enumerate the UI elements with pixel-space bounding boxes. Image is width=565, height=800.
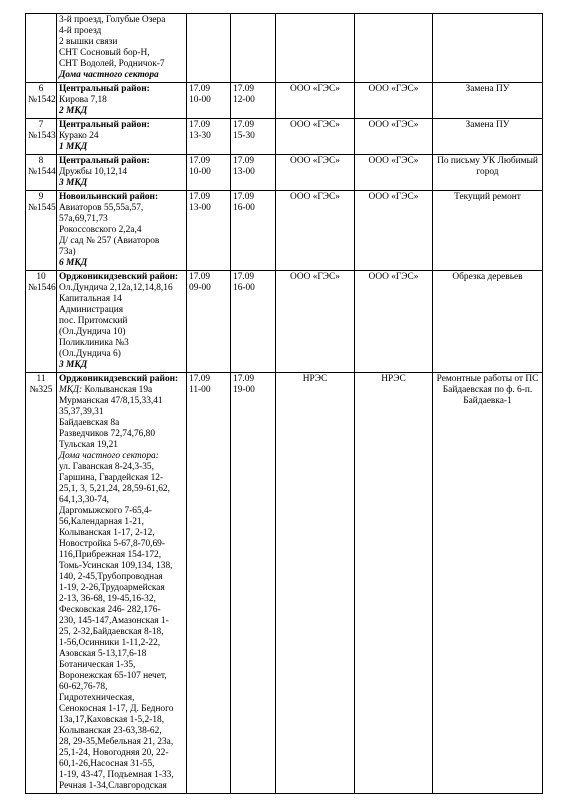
end-time: 16-00 — [233, 283, 255, 293]
request-number: №1543 — [28, 131, 56, 141]
row-number: 8 — [38, 156, 44, 166]
work-type: Ремонтные работы от ПС Байдаевская по ф. 6-п. Байдаевка-1 — [436, 374, 541, 406]
table-row — [26, 191, 543, 271]
address-line: СНТ Сосновый бор-Н, — [59, 48, 150, 58]
org-cell — [355, 191, 433, 271]
responsible-org: ООО «ГЭС» — [290, 120, 340, 130]
end-time: 19-00 — [233, 385, 255, 395]
org-cell — [276, 83, 355, 119]
work-cell — [433, 155, 543, 191]
address-line: Байдаевская 8а — [59, 418, 120, 428]
address-line: 1-19, 43-47, Подъемная 1-33, — [59, 770, 174, 780]
end-time: 16-00 — [233, 203, 255, 213]
building-count: 3 МКД — [59, 178, 88, 188]
start-date: 17.09 — [189, 374, 211, 384]
end-date: 17.09 — [233, 272, 255, 282]
executing-org: НРЭС — [381, 374, 406, 384]
end-time: 15-30 — [233, 131, 255, 141]
responsible-org: ООО «ГЭС» — [290, 84, 340, 94]
building-count: 1 МКД — [59, 142, 88, 152]
end-date: 17.09 — [233, 84, 255, 94]
row-number-cell — [26, 191, 57, 271]
start-date: 17.09 — [189, 192, 211, 202]
address-line: Ол.Дундича 2,12а,12,14,8,16 — [59, 283, 173, 293]
work-type: Текущий ремонт — [454, 192, 521, 202]
address-line: Томь-Усинская 109,134, 138, — [59, 561, 173, 571]
address-line: 25,1, 3, 5,21,24, 28,59-61,62, — [59, 484, 170, 494]
end-cell — [231, 83, 276, 119]
address-line: Капитальная 14 — [59, 294, 122, 304]
org-cell — [355, 119, 433, 155]
address-line: Азовская 5-13,17,6-18 — [59, 649, 147, 659]
address-line: (Ол.Дундича 10) — [59, 327, 126, 337]
org-cell — [355, 271, 433, 373]
start-date: 17.09 — [189, 84, 211, 94]
start-cell — [187, 119, 231, 155]
work-type: По письму УК Любимый город — [437, 156, 541, 177]
start-time: 10-00 — [189, 95, 211, 105]
address-line: Даргомыжского 7-65,4- — [59, 506, 152, 516]
row-number-cell — [26, 83, 57, 119]
address-line: 116,Прибрежная 154-172, — [59, 550, 162, 560]
private-sector-list — [59, 462, 184, 792]
org-cell — [276, 14, 355, 83]
address-line: Гидротехническая, — [59, 693, 135, 703]
building-count: 6 МКД — [59, 258, 88, 268]
address-line: Колыванская 23-63,38-62, — [59, 726, 162, 736]
work-type: Замена ПУ — [465, 120, 510, 130]
address-cell — [57, 119, 187, 155]
responsible-org: НРЭС — [302, 374, 328, 384]
address-line: 230, 145-147,Амазонская 1- — [59, 616, 169, 626]
address-line: Курако 24 — [59, 131, 99, 141]
responsible-org: ООО «ГЭС» — [290, 272, 340, 282]
start-cell — [187, 155, 231, 191]
address-line: 73а) — [59, 247, 76, 257]
table-row — [26, 271, 543, 373]
work-cell — [433, 83, 543, 119]
address-line: Сенокосная 1-17, Д. Бедного — [59, 704, 174, 714]
address-line: 13а,17,Каховская 1-5,2-18, — [59, 715, 165, 725]
start-cell — [187, 373, 231, 794]
row-number: 6 — [38, 84, 44, 94]
executing-org: ООО «ГЭС» — [368, 84, 419, 94]
row-number-cell — [26, 373, 57, 794]
work-cell — [433, 119, 543, 155]
work-cell — [433, 373, 543, 794]
org-cell — [276, 155, 355, 191]
address-line: Администрация — [59, 305, 124, 315]
org-cell — [355, 14, 433, 83]
address-line: Кирова 7,18 — [59, 95, 107, 105]
start-cell — [187, 14, 231, 83]
address-line: 3-й проезд, Голубые Озера — [59, 15, 166, 25]
executing-org: ООО «ГЭС» — [368, 120, 419, 130]
row-number-cell — [26, 155, 57, 191]
address-line: пос. Притомский — [59, 316, 128, 326]
table-row — [26, 119, 543, 155]
end-cell — [231, 191, 276, 271]
district-name: Центральный район: — [59, 120, 150, 130]
end-cell — [231, 271, 276, 373]
address-line: 4-й проезд — [59, 26, 102, 36]
row-number: 7 — [38, 120, 44, 130]
address-line: Гаршина, Гвардейская 12- — [59, 473, 164, 483]
work-type: Обрезка деревьев — [452, 272, 523, 282]
address-line: Ботаническая 1-35, — [59, 660, 136, 670]
address-line: 64,1,3,30-74, — [59, 495, 109, 505]
end-date: 17.09 — [233, 120, 255, 130]
address-line: ул. Гаванская 8-24,3-35, — [59, 462, 154, 472]
end-cell — [231, 119, 276, 155]
request-number: №325 — [29, 385, 53, 395]
start-time: 13-00 — [189, 203, 211, 213]
responsible-org: ООО «ГЭС» — [290, 156, 340, 166]
start-date: 17.09 — [189, 156, 211, 166]
address-cell — [57, 83, 187, 119]
district-name: Новоильинский район: — [59, 192, 159, 202]
row-number-cell — [26, 119, 57, 155]
end-cell — [231, 14, 276, 83]
district-name: Центральный район: — [59, 84, 150, 94]
start-time: 09-00 — [189, 283, 211, 293]
address-line: 1-56,Осинники 1-11,2-22, — [59, 638, 161, 648]
address-line: Новостройка 5-67,8-70,69- — [59, 539, 165, 549]
address-line: 60,1-26,Насосная 31-55, — [59, 759, 155, 769]
end-time: 13-00 — [233, 167, 255, 177]
address-line: 1-19, 2-26,Трудоармейская — [59, 583, 165, 593]
org-cell — [276, 119, 355, 155]
address-line: Воронежская 65-107 нечет, — [59, 671, 167, 681]
row-number: 10 — [36, 272, 46, 282]
responsible-org: ООО «ГЭС» — [290, 192, 340, 202]
executing-org: ООО «ГЭС» — [368, 192, 419, 202]
address-line: 60-62,76-78, — [59, 682, 108, 692]
address-line: Д/ сад № 257 (Авиаторов — [59, 236, 160, 246]
address-line: Авиаторов 55,55а,57, — [59, 203, 144, 213]
address-line: Рокоссовского 2,2а,4 — [59, 225, 142, 235]
row-number: 11 — [36, 374, 46, 384]
row-number-cell — [26, 271, 57, 373]
private-sector-label: Дома частного сектора: — [59, 451, 159, 461]
address-line: 140, 2-45,Трубопроводная — [59, 572, 163, 582]
address-line: 25, 2-32,Байдаевская 8-18, — [59, 627, 164, 637]
table-row — [26, 83, 543, 119]
address-line: 57а,69,71,73 — [59, 214, 108, 224]
request-number: №1546 — [28, 283, 56, 293]
work-type: Замена ПУ — [465, 84, 510, 94]
address-line: Фесковская 246- 282,176- — [59, 605, 161, 615]
end-date: 17.09 — [233, 192, 255, 202]
building-count: 2 МКД — [59, 106, 88, 116]
address-line: Речная 1-34,Славгородская — [59, 781, 167, 791]
table-row — [26, 373, 543, 794]
work-cell — [433, 271, 543, 373]
address-line: Мурманская 47/8,15,33,41 — [59, 396, 163, 406]
address-line: 2-13, 36-68, 19-45,16-32, — [59, 594, 156, 604]
end-cell — [231, 155, 276, 191]
address-cell — [57, 191, 187, 271]
address-line: (Ол.Дундича 6) — [59, 349, 121, 359]
request-number: №1544 — [28, 167, 56, 177]
org-cell — [276, 373, 355, 794]
request-number: №1545 — [28, 203, 56, 213]
start-time: 11-00 — [189, 385, 211, 395]
start-time: 13-30 — [189, 131, 211, 141]
building-count: Дома частного сектора — [59, 70, 159, 80]
address-line: 28, 29-35,Мебельная 21, 23а, — [59, 737, 174, 747]
address-line: Колыванская 19а — [82, 385, 153, 395]
start-date: 17.09 — [189, 120, 211, 130]
mkd-label: МКД: — [59, 385, 83, 395]
start-cell — [187, 83, 231, 119]
table-row — [26, 14, 543, 83]
address-cell — [57, 155, 187, 191]
end-time: 12-00 — [233, 95, 255, 105]
district-name: Орджоникидзевский район: — [59, 374, 179, 384]
outage-schedule-table — [25, 13, 543, 794]
row-number-cell — [26, 14, 57, 83]
work-cell — [433, 14, 543, 83]
building-count: 3 МКД — [59, 360, 88, 370]
start-date: 17.09 — [189, 272, 211, 282]
district-name: Орджоникидзевский район: — [59, 272, 179, 282]
address-line: 2 вышки связи — [59, 37, 118, 47]
address-line: Тульская 19,21 — [59, 440, 118, 450]
start-time: 10-00 — [189, 167, 211, 177]
address-line: Разведчиков 72,74,76,80 — [59, 429, 156, 439]
address-line: Колыванская 1-17, 2-12, — [59, 528, 155, 538]
org-cell — [276, 271, 355, 373]
end-cell — [231, 373, 276, 794]
executing-org: ООО «ГЭС» — [368, 272, 419, 282]
address-line: СНТ Водолей, Родничок-7 — [59, 59, 165, 69]
org-cell — [355, 373, 433, 794]
org-cell — [355, 83, 433, 119]
start-cell — [187, 191, 231, 271]
address-cell — [57, 373, 187, 794]
work-cell — [433, 191, 543, 271]
address-line: 35,37,39,31 — [59, 407, 104, 417]
row-number: 9 — [38, 192, 44, 202]
org-cell — [355, 155, 433, 191]
district-name: Центральный район: — [59, 156, 150, 166]
address-line: Поликлиника №3 — [59, 338, 129, 348]
start-cell — [187, 271, 231, 373]
address-line: Дружбы 10,12,14 — [59, 167, 128, 177]
executing-org: ООО «ГЭС» — [368, 156, 419, 166]
table-row — [26, 155, 543, 191]
address-line: 25,1-24, Новогодняя 20, 22- — [59, 748, 169, 758]
end-date: 17.09 — [233, 156, 255, 166]
request-number: №1542 — [28, 95, 56, 105]
address-line: 56,Календарная 1-21, — [59, 517, 144, 527]
address-cell — [57, 271, 187, 373]
org-cell — [276, 191, 355, 271]
address-cell — [57, 14, 187, 83]
end-date: 17.09 — [233, 374, 255, 384]
